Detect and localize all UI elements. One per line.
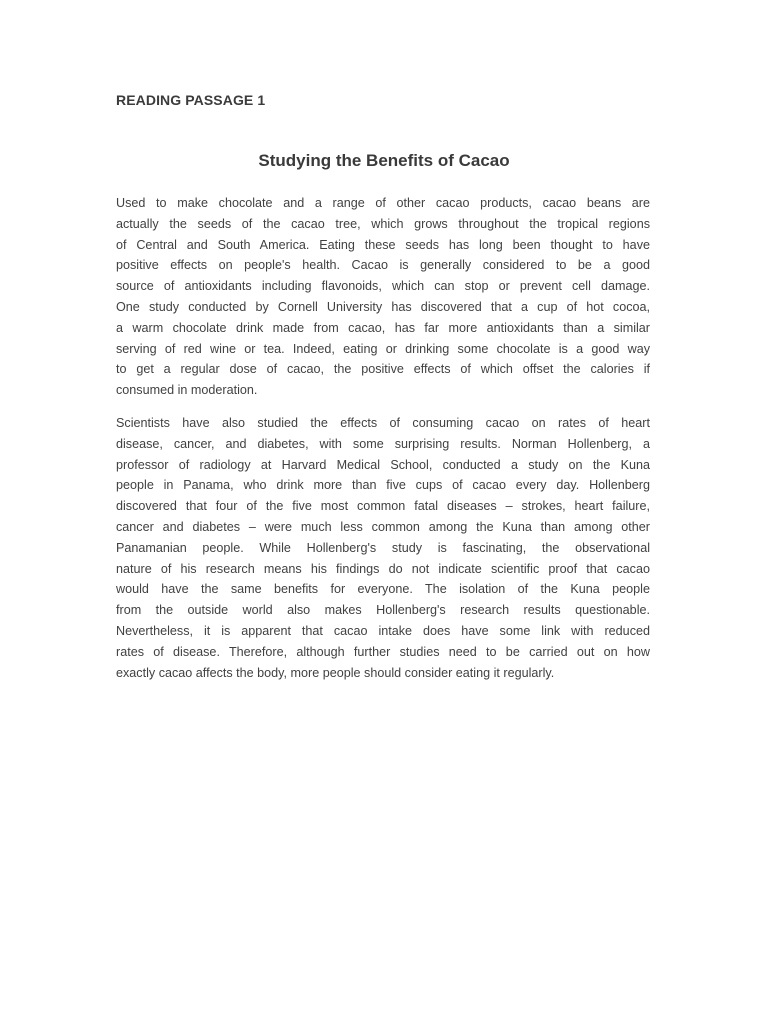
paragraph-line: Nevertheless, it is apparent that cacao intake does have some link with reduced — [116, 623, 650, 638]
paragraph-line: would have the same benefits for everyone. The isolation of the Kuna people — [116, 582, 650, 597]
paragraph-line: cancer and diabetes – were much less common among the Kuna than among other — [116, 519, 650, 534]
paragraph-line: actually the seeds of the cacao tree, which grows throughout the tropical regions — [116, 216, 650, 231]
paragraph-line: Scientists have also studied the effects of consuming cacao on rates of heart — [116, 416, 650, 430]
paragraph-line: exactly cacao affects the body, more people should consider eating it regularly. — [116, 665, 555, 680]
paragraph-line: Panamanian people. While Hollenberg's study is fascinating, the observational — [116, 540, 650, 555]
paragraph-1 — [116, 193, 650, 401]
paragraph-line: One study conducted by Cornell University has discovered that a cup of hot cocoa, — [116, 299, 650, 314]
paragraph-line: from the outside world also makes Hollenberg's research results questionable. — [116, 603, 650, 618]
paragraph-line: rates of disease. Therefore, although further studies need to be carried out on how — [116, 644, 650, 659]
paragraph-line: source of antioxidants including flavonoids, which can stop or prevent cell damage. — [116, 279, 650, 294]
paragraph-line: of Central and South America. Eating these seeds has long been thought to have — [116, 237, 650, 252]
paragraph-line: positive effects on people's health. Cacao is generally considered to be a good — [116, 258, 650, 273]
paragraph-line: consumed in moderation. — [116, 383, 258, 398]
paragraph-line: Used to make chocolate and a range of other cacao products, cacao beans are — [116, 196, 650, 210]
paragraph-line: nature of his research means his findings do not indicate scientific proof that cacao — [116, 561, 650, 576]
paragraph-line: a warm chocolate drink made from cacao, has far more antioxidants than a similar — [116, 320, 650, 335]
paragraph-2 — [116, 413, 650, 683]
paragraph-line: to get a regular dose of cacao, the positive effects of which offset the calories if — [116, 362, 650, 377]
passage-title: Studying the Benefits of Cacao — [258, 151, 510, 170]
paragraph-line: professor of radiology at Harvard Medical School, conducted a study on the Kuna — [116, 457, 650, 472]
paragraph-line: people in Panama, who drink more than five cups of cacao every day. Hollenberg — [116, 478, 650, 493]
paragraph-line: serving of red wine or tea. Indeed, eating or drinking some chocolate is a good way — [116, 341, 650, 356]
section-label: READING PASSAGE 1 — [116, 92, 266, 108]
paragraph-line: discovered that four of the five most common fatal diseases – strokes, heart failure, — [116, 499, 650, 514]
paragraph-line: disease, cancer, and diabetes, with some surprising results. Norman Hollenberg, a — [116, 436, 650, 451]
